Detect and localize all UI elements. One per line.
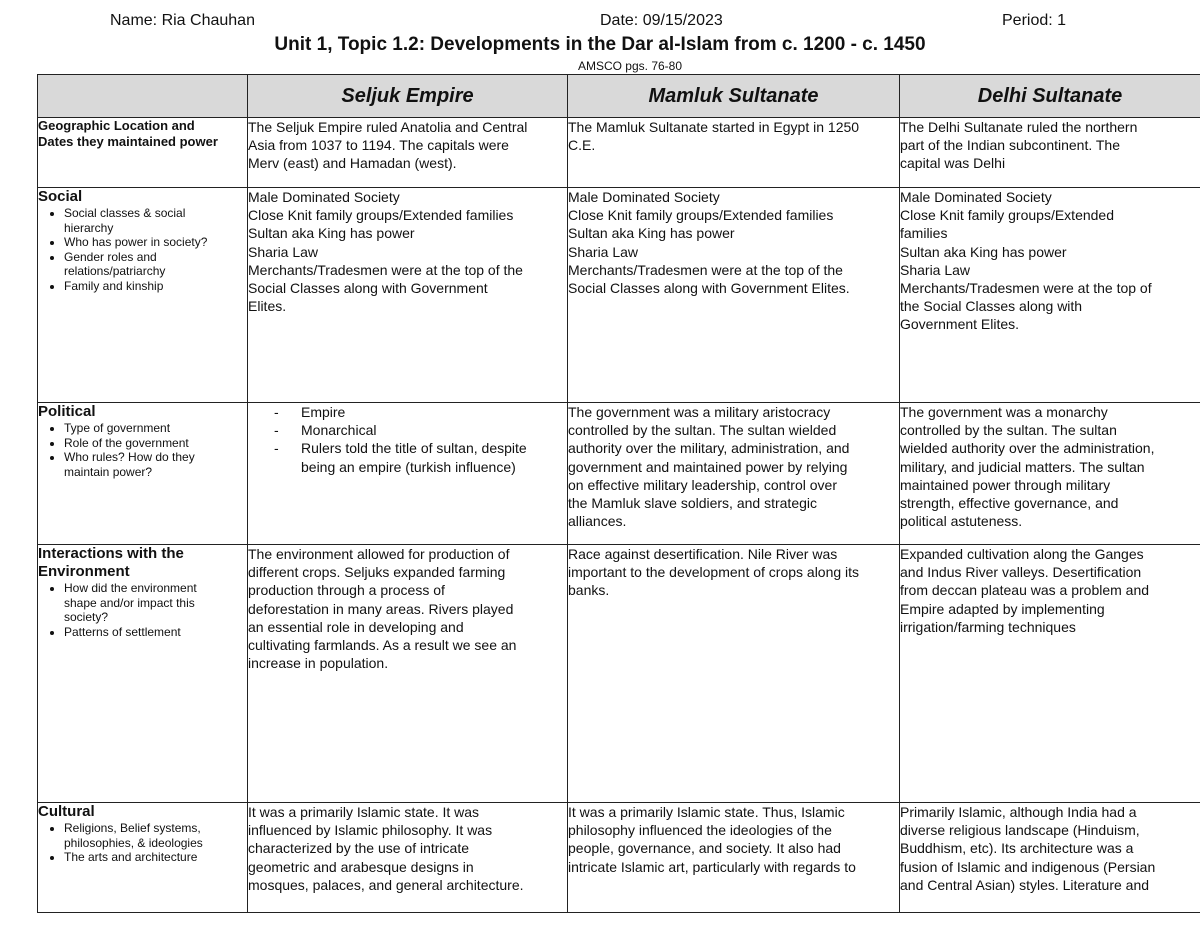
row-title-line: Interactions with the — [38, 545, 184, 562]
text-line: Close Knit family groups/Extended families — [568, 207, 834, 224]
text-line: Sultan aka King has power — [248, 225, 415, 242]
row-title-line: Dates they maintained power — [38, 134, 218, 149]
text-line: The Mamluk Sultanate started in Egypt in 1250 — [568, 119, 860, 135]
column-header-mamluk: Mamluk Sultanate — [568, 75, 900, 118]
dash-item-text — [301, 421, 376, 439]
student-name: Name: Ria Chauhan — [110, 12, 255, 29]
prompt-line: philosophies, & ideologies — [64, 835, 203, 850]
text-line: The Seljuk Empire ruled Anatolia and Central — [248, 119, 528, 135]
date: Date: 09/15/2023 — [600, 12, 723, 29]
prompt-item — [64, 421, 247, 436]
prompt-line: maintain power? — [64, 464, 153, 479]
prompt-line: • The arts and architecture — [64, 850, 198, 864]
text-line: deforestation in many areas. Rivers played — [248, 600, 514, 617]
text-line: Rulers told the title of sultan, despite — [301, 440, 527, 457]
dash-bullet-icon: - — [274, 440, 279, 457]
cell-mamluk-environment — [568, 545, 900, 803]
text-line: C.E. — [568, 137, 596, 154]
cell-mamluk-geographic — [568, 118, 900, 188]
dash-list — [248, 403, 567, 476]
prompt-line: • Type of government — [64, 421, 171, 435]
cell-delhi-political — [900, 403, 1200, 545]
period: Period: 1 — [1002, 12, 1067, 29]
prompt-line: • Role of the government — [64, 435, 189, 450]
text-line: authority over the military, administration, and — [568, 440, 850, 457]
prompt-line: society? — [64, 610, 109, 624]
prompt-list — [38, 821, 247, 865]
column-header-delhi: Delhi Sultanate — [900, 75, 1200, 118]
row-title — [38, 803, 247, 821]
text-line: the Mamluk slave soldiers, and strategic — [568, 495, 817, 512]
text-line: important to the development of crops along its — [568, 564, 860, 581]
table-row-cultural — [38, 803, 1200, 913]
prompt-line: • Family and kinship — [64, 278, 164, 293]
cell-seljuk-geographic — [248, 118, 568, 188]
prompt-item — [64, 450, 247, 479]
text-line: production through a process of — [248, 582, 445, 599]
prompt-item — [64, 821, 247, 850]
prompt-item — [64, 850, 247, 865]
text-line: The Delhi Sultanate ruled the northern — [900, 119, 1138, 135]
text-line: Merchants/Tradesmen were at the top of the — [568, 261, 843, 278]
dash-item — [274, 403, 567, 421]
text-line: people, governance, and society. It also had — [568, 840, 841, 857]
prompt-item — [64, 625, 247, 640]
prompt-item — [64, 279, 247, 294]
row-header-geographic — [38, 118, 248, 188]
text-line: geometric and arabesque designs in — [248, 858, 474, 875]
text-line: intricate Islamic art, particularly with regards to — [568, 858, 856, 875]
prompt-list — [38, 581, 247, 639]
text-line: Close Knit family groups/Extended — [900, 207, 1114, 224]
text-line: It was a primarily Islamic state. It was — [248, 804, 480, 820]
text-line: Race against desertification. Nile River was — [568, 546, 838, 562]
prompt-item — [64, 250, 247, 279]
text-line: The government was a monarchy — [900, 404, 1108, 420]
column-header-blank — [38, 75, 248, 118]
prompt-line: relations/patriarchy — [64, 264, 166, 278]
text-line: Government Elites. — [900, 316, 1020, 333]
text-line: Social Classes along with Government — [248, 280, 488, 297]
text-line: wielded authority over the administration, — [900, 440, 1155, 457]
text-line: and Central Asian) styles. Literature and — [900, 876, 1150, 893]
text-line: Buddhism, etc). Its architecture was a — [900, 840, 1134, 857]
row-title — [38, 118, 247, 150]
text-line: different crops. Seljuks expanded farming — [248, 564, 506, 581]
prompt-item — [64, 235, 247, 250]
text-line: Monarchical — [301, 422, 377, 439]
text-line: Male Dominated Society — [900, 189, 1052, 205]
row-title-line: Cultural — [38, 803, 95, 820]
dash-item-text — [301, 403, 345, 421]
text-line: Elites. — [248, 298, 287, 315]
text-line: alliances. — [568, 513, 627, 530]
text-line: The government was a military aristocracy — [568, 404, 831, 420]
row-title-line: Geographic Location and — [38, 118, 195, 133]
prompt-line: shape and/or impact this — [64, 595, 195, 610]
prompt-list — [38, 206, 247, 293]
page-subtitle: AMSCO pgs. 76-80 — [577, 59, 683, 73]
text-line: Empire adapted by implementing — [900, 600, 1105, 617]
prompt-line: • Social classes & social — [64, 206, 186, 220]
table-row-social — [38, 188, 1200, 403]
text-line: the Social Classes along with — [900, 298, 1083, 315]
dash-item — [274, 421, 567, 439]
text-line: Close Knit family groups/Extended families — [248, 207, 514, 224]
text-line: families — [900, 225, 948, 242]
text-line: irrigation/farming techniques — [900, 618, 1076, 635]
prompt-line: • Religions, Belief systems, — [64, 821, 201, 835]
text-line: Asia from 1037 to 1194. The capitals were — [248, 137, 509, 154]
cell-mamluk-social — [568, 188, 900, 403]
page-title: Unit 1, Topic 1.2: Developments in the Dar al-Islam from c. 1200 - c. 1450 — [274, 34, 926, 55]
comparison-table — [37, 74, 1200, 913]
text-line: controlled by the sultan. The sultan wielded — [568, 422, 837, 439]
prompt-line: • Who rules? How do they — [64, 450, 195, 464]
dash-item-text — [301, 439, 527, 475]
cell-delhi-cultural — [900, 803, 1200, 913]
cell-seljuk-environment — [248, 545, 568, 803]
cell-mamluk-cultural — [568, 803, 900, 913]
text-line: It was a primarily Islamic state. Thus, Islamic — [568, 804, 845, 820]
text-line: political astuteness. — [900, 513, 1023, 530]
row-header-political — [38, 403, 248, 545]
row-title-line: Environment — [38, 563, 130, 580]
text-line: Sharia Law — [248, 243, 319, 260]
cell-delhi-environment — [900, 545, 1200, 803]
row-title-line: Political — [38, 403, 96, 420]
text-line: Merchants/Tradesmen were at the top of — [900, 280, 1152, 297]
text-line: diverse religious landscape (Hinduism, — [900, 822, 1140, 839]
text-line: Sharia Law — [568, 243, 639, 260]
text-line: Merchants/Tradesmen were at the top of the — [248, 261, 523, 278]
column-header-seljuk: Seljuk Empire — [248, 75, 568, 118]
text-line: Sharia Law — [900, 261, 971, 278]
text-line: part of the Indian subcontinent. The — [900, 137, 1121, 154]
text-line: Male Dominated Society — [568, 189, 720, 205]
text-line: maintained power through military — [900, 476, 1111, 493]
text-line: characterized by the use of intricate — [248, 840, 470, 857]
table-header-row — [38, 75, 1200, 118]
text-line: strength, effective governance, and — [900, 495, 1119, 512]
text-line: influenced by Islamic philosophy. It was — [248, 822, 493, 839]
prompt-list — [38, 421, 247, 479]
table-row-environment — [38, 545, 1200, 803]
prompt-line: • How did the environment — [64, 581, 197, 595]
cell-seljuk-political — [248, 403, 568, 545]
text-line: cultivating farmlands. As a result we see an — [248, 637, 517, 654]
cell-seljuk-cultural — [248, 803, 568, 913]
row-title-line: Social — [38, 188, 83, 205]
text-line: from deccan plateau was a problem and — [900, 582, 1150, 599]
prompt-line: • Gender roles and — [64, 249, 157, 264]
text-line: increase in population. — [248, 655, 389, 672]
text-line: philosophy influenced the ideologies of the — [568, 822, 832, 839]
row-title — [38, 188, 247, 206]
row-header-social — [38, 188, 248, 403]
text-line: mosques, palaces, and general architecture. — [248, 876, 524, 893]
text-line: an essential role in developing and — [248, 618, 464, 635]
cell-delhi-geographic — [900, 118, 1200, 188]
row-title — [38, 545, 247, 581]
cell-mamluk-political — [568, 403, 900, 545]
dash-bullet-icon: - — [274, 404, 279, 420]
prompt-item — [64, 206, 247, 235]
row-header-cultural — [38, 803, 248, 913]
text-line: controlled by the sultan. The sultan — [900, 422, 1117, 439]
cell-seljuk-social — [248, 188, 568, 403]
prompt-line: • Who has power in society? — [64, 235, 208, 249]
row-header-environment — [38, 545, 248, 803]
text-line: and Indus River valleys. Desertification — [900, 564, 1142, 581]
cell-delhi-social — [900, 188, 1200, 403]
prompt-item — [64, 436, 247, 451]
header-row — [0, 12, 1200, 32]
table-row-political — [38, 403, 1200, 545]
text-line: Primarily Islamic, although India had a — [900, 804, 1137, 820]
prompt-line: • Patterns of settlement — [64, 624, 181, 639]
text-line: Merv (east) and Hamadan (west). — [248, 155, 457, 172]
row-title — [38, 403, 247, 421]
text-line: Male Dominated Society — [248, 189, 400, 205]
text-line: capital was Delhi — [900, 155, 1006, 172]
text-line: Sultan aka King has power — [900, 243, 1067, 260]
text-line: government and maintained power by relying — [568, 458, 848, 475]
dash-bullet-icon: - — [274, 422, 279, 439]
text-line: Social Classes along with Government Elites. — [568, 280, 850, 297]
prompt-item — [64, 581, 247, 625]
text-line: fusion of Islamic and indigenous (Persian — [900, 858, 1156, 875]
text-line: military, and judicial matters. The sultan — [900, 458, 1145, 475]
table-row-geographic — [38, 118, 1200, 188]
text-line: being an empire (turkish influence) — [301, 458, 516, 475]
dash-item — [274, 439, 567, 475]
text-line: Sultan aka King has power — [568, 225, 735, 242]
text-line: on effective military leadership, control over — [568, 476, 837, 493]
text-line: The environment allowed for production of — [248, 546, 510, 562]
text-line: banks. — [568, 582, 610, 599]
text-line: Expanded cultivation along the Ganges — [900, 546, 1144, 562]
prompt-line: hierarchy — [64, 220, 114, 235]
text-line: Empire — [301, 404, 346, 420]
